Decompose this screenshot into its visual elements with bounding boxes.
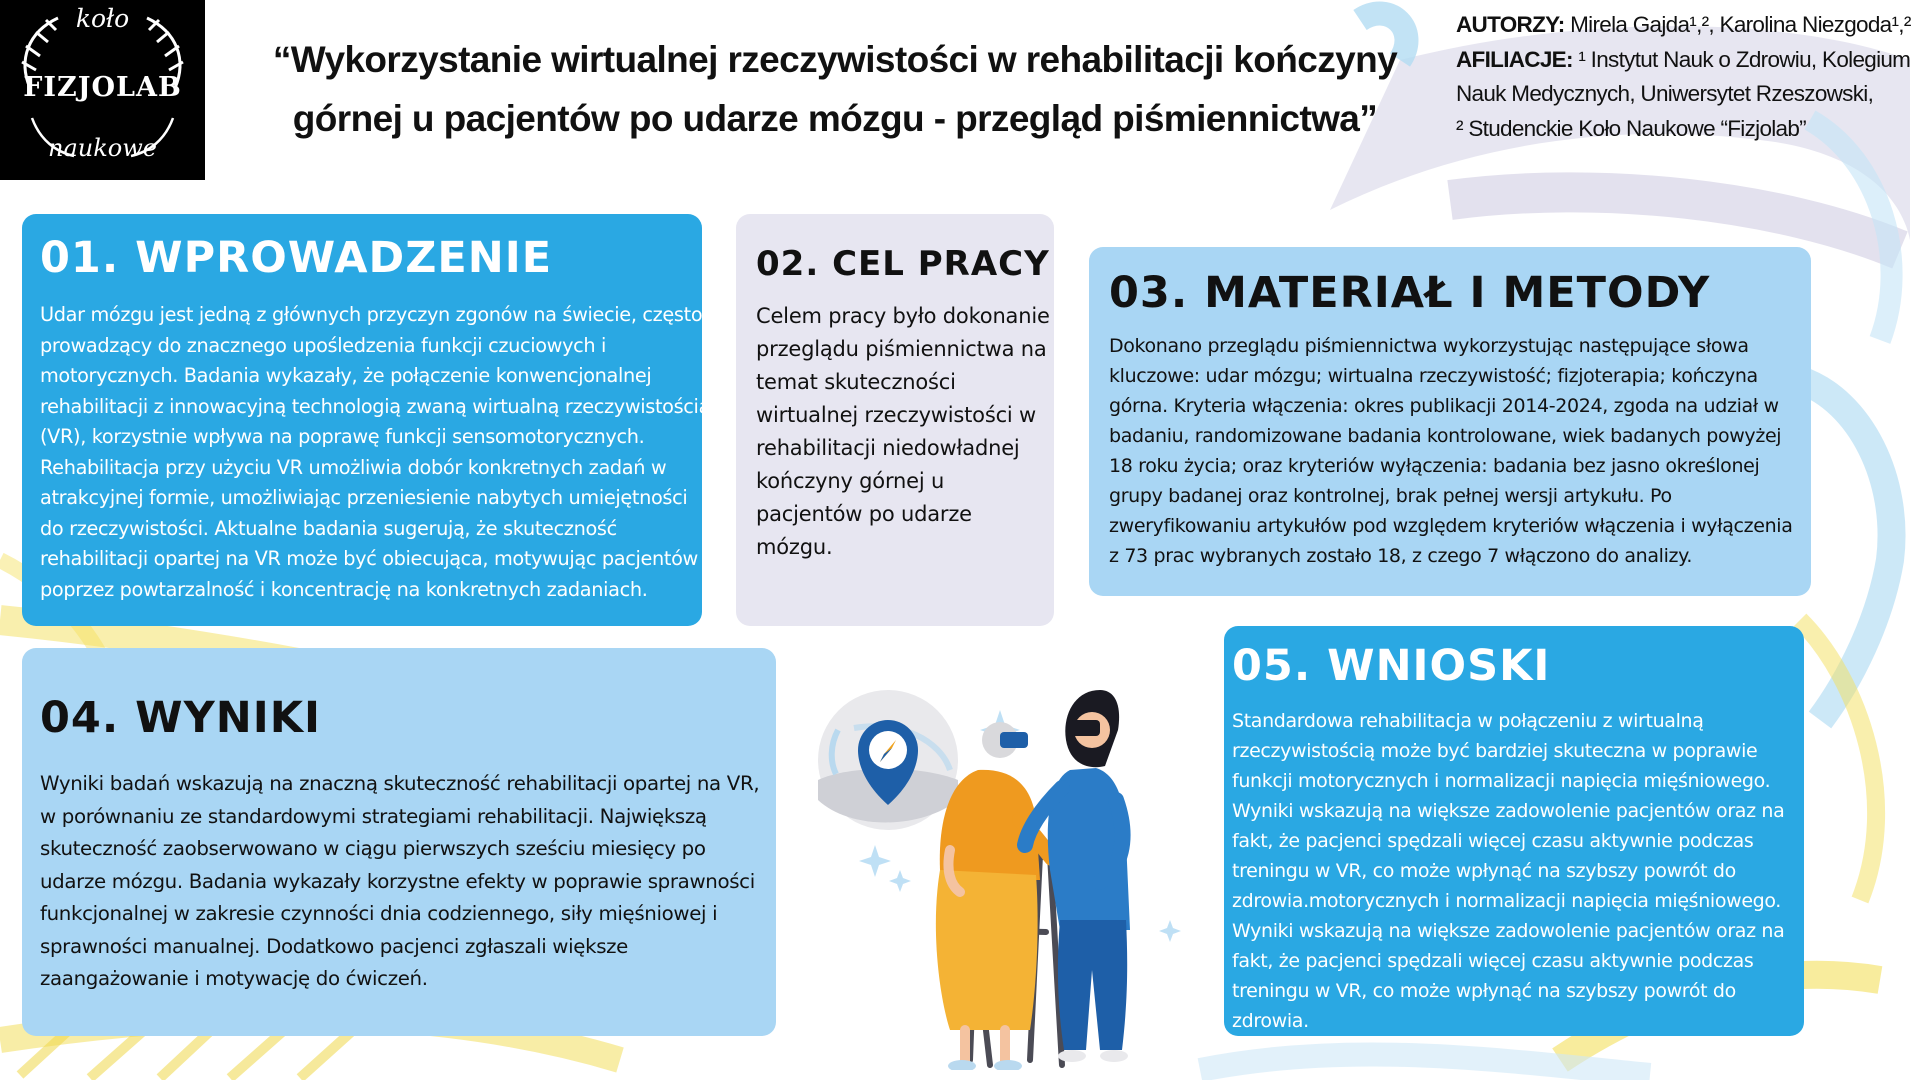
title-line-1: “Wykorzystanie wirtualnej rzeczywistości w rehabilitacji kończyny [272,39,1398,80]
section-heading: 04. WYNIKI [40,693,322,743]
section-text: Udar mózgu jest jedną z głównych przyczyn zgonów na świecie, często prowadzący do znacznego upośledzenia funkcji czuciowych i motorycznych. Badania wykazały, że połączenie konwencjonalnej rehabilitacji z innowacyjną technologią zwaną wirtualną rzeczywistością (VR), korzystnie wpływa na poprawę funkcji sensomotorycznych. Rehabilitacja przy użyciu VR umożliwia dobór konkretnych zadań w atrakcyjnej formie, umożliwiając przeniesienie nabytych umiejętności do rzeczywistości. Aktualne badania sugerują, że skuteczność rehabilitacji opartej na VR może być obiecująca, motywując pacjentów poprzez powtarzalność i koncentrację na konkretnych zadaniach. [40,303,711,601]
affiliation-1: ¹ Instytut Nauk o Zdrowiu, Kolegium Nauk Medycznych, Uniwersytet Rzeszowski, [1456,46,1911,106]
section-heading: 01. WPROWADZENIE [40,233,553,283]
affiliation-2: ² Studenckie Koło Naukowe “Fizjolab” [1456,115,1806,141]
section-methods [1089,247,1811,596]
logo-main-text: FIZJOLAB [23,72,182,103]
section-text: Celem pracy było dokonanie przeglądu piśmiennictwa na temat skuteczności wirtualnej rzeczywistości w rehabilitacji niedowładnej kończyny górnej u pacjentów po udarze mózgu. [756,304,1050,559]
logo-top-text: koło [75,4,130,33]
affiliations-label: AFILIACJE: [1456,46,1573,72]
section-text: Dokonano przeglądu piśmiennictwa wykorzystując następujące słowa kluczowe: udar mózgu; wirtualna rzeczywistość; fizjoterapia; kończyna górna. Kryteria włączenia: okres publikacji 2014-2024, zgoda na udział w badaniu, randomizowane badania kontrolowane, wiek badanych powyżej 18 roku życia; oraz kryteriów wyłączenia: badania bez jasno określonej grupy badanej oraz kontrolnej, brak pełnej wersji artykułu. Po zweryfikowaniu artykułów pod względem kryteriów włączenia i wyłączenia z 73 prac wybranych zostało 18, z czego 7 włączono do analizy. [1109,335,1793,567]
title-line-2: górnej u pacjentów po udarze mózgu - przegląd piśmiennictwa” [292,98,1378,139]
logo [0,0,205,180]
section-text: Standardowa rehabilitacja w połączeniu z wirtualną rzeczywistością może być bardziej skuteczna w poprawie funkcji motorycznych i normalizacji napięcia mięśniowego. Wyniki wskazują na większe zadowolenie pacjentów oraz na fakt, że pacjenci spędzali więcej czasu aktywnie podczas treningu w VR, co może wpłynąć na szybszy powrót do zdrowia.motorycznych i normalizacji napięcia mięśniowego. Wyniki wskazują na większe zadowolenie pacjentów oraz na fakt, że pacjenci spędzali więcej czasu aktywnie podczas treningu w VR, co może wpłynąć na szybszy powrót do zdrowia. [1232,710,1785,1032]
authors-block [1456,8,1916,146]
compass-icon [818,690,958,830]
section-results [22,648,776,1036]
vr-rehabilitation-illustration [800,670,1200,1070]
authors-names: Mirela Gajda¹,², Karolina Niezgoda¹,² [1570,12,1911,37]
section-heading: 02. CEL PRACY [756,244,1050,284]
section-heading: 05. WNIOSKI [1232,641,1551,691]
authors-label: AUTORZY: [1456,12,1565,37]
section-aim [736,214,1054,626]
logo-bottom-text: naukowe [48,134,157,162]
section-introduction [22,214,711,626]
section-conclusions [1224,626,1804,1036]
section-text: Wyniki badań wskazują na znaczną skuteczność rehabilitacji opartej na VR, w porównaniu ze standardowymi strategiami rehabilitacji. Największą skuteczność zaobserwowano w ciągu pierwszych sześciu miesięcy po udarze mózgu. Badania wykazały korzystne efekty w poprawie sprawności funkcjonalnej w zakresie czynności dnia codziennego, siły mięśniowej i sprawności manualnej. Dodatkowo pacjenci zgłaszali większe zaangażowanie i motywację do ćwiczeń. [40,772,760,990]
poster-title [225,30,1445,148]
section-heading: 03. MATERIAŁ I METODY [1109,268,1711,318]
